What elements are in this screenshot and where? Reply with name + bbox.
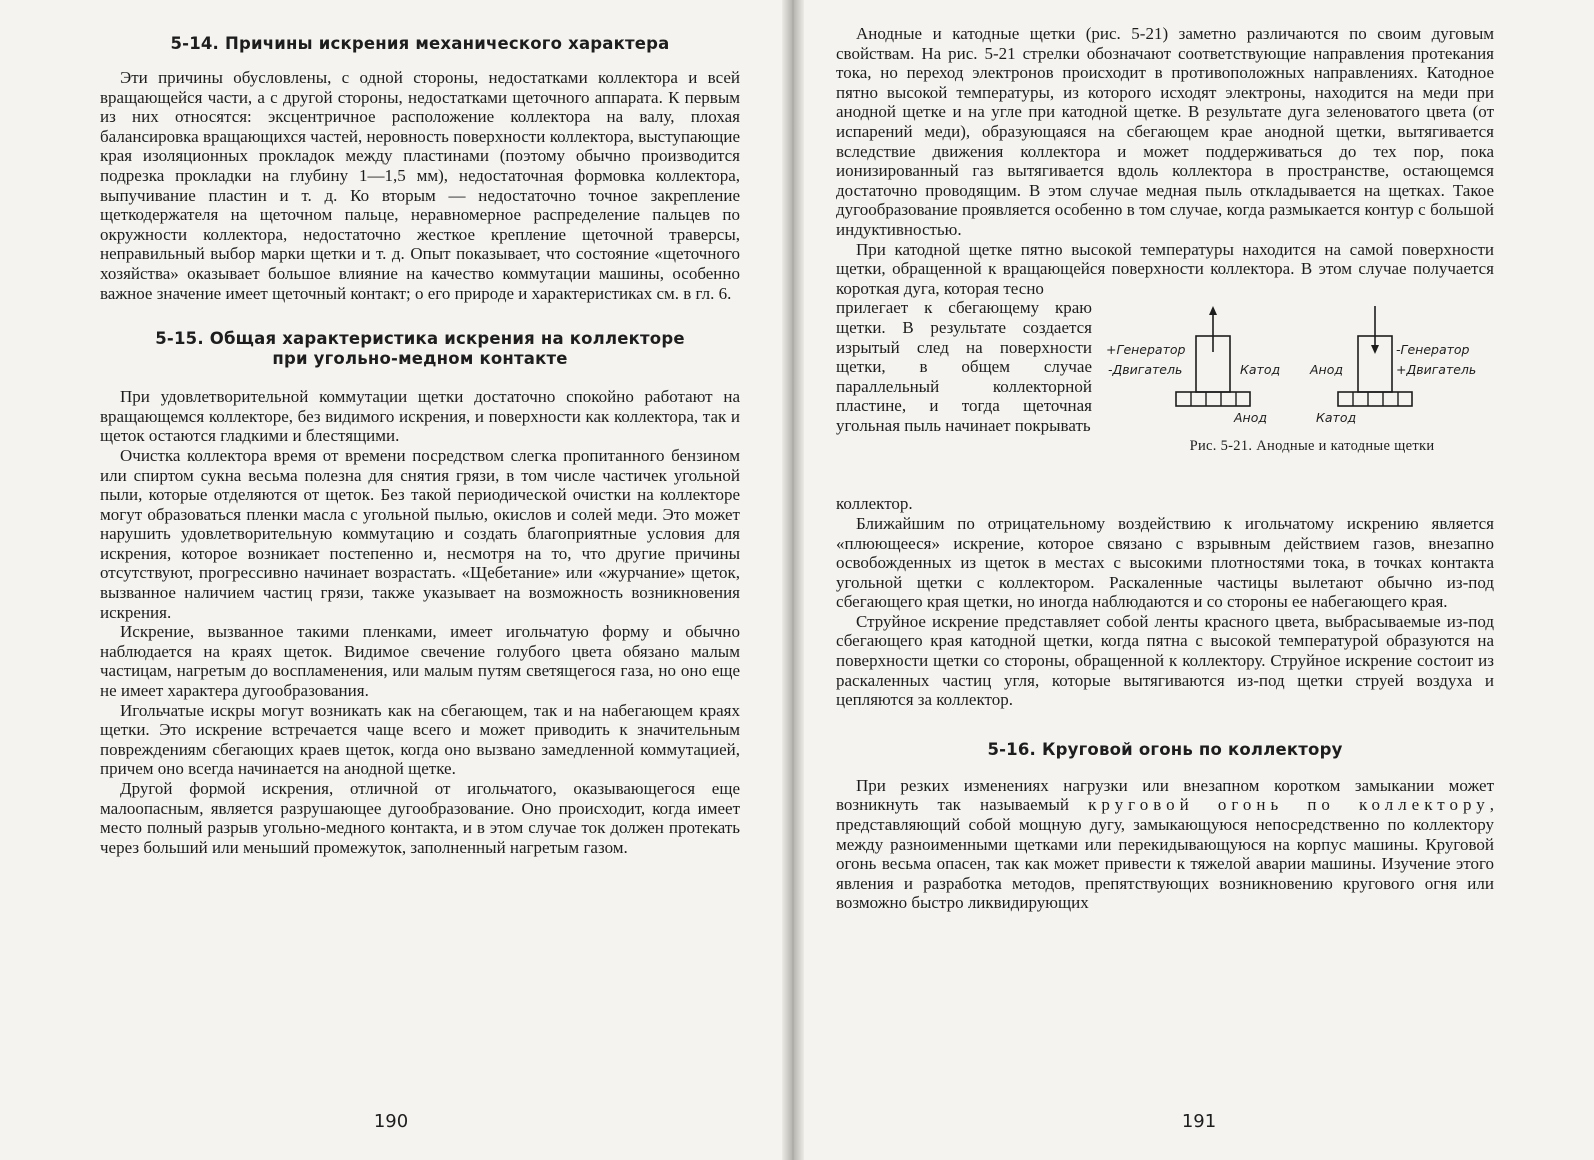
paragraph — [836, 776, 1494, 913]
paragraph: При удовлетворительной коммутации щетки достаточно спокойно работают на вращающемся коллекторе, без видимого искрения, и поверхности как коллектора, так и щеток остаются гладкими и блестящими. — [100, 387, 740, 446]
heading-line-1: 5-15. Общая характеристика искрения на коллекторе — [155, 329, 685, 349]
text-run: , представляющий собой мощную дугу, замыкающуюся непосредственно по коллектору между разноименными щетками или перекидывающуюся на корпус машины. Круговой огонь весьма опасен, так как может привести к тяжелой аварии машины. Изучение этого явления и разработка методов, препятствующих возникновению кругового огня или возможно быстро ликвидирующих — [836, 795, 1494, 913]
label-left-top: +Генератор — [1106, 342, 1186, 358]
section-heading-5-15 — [100, 329, 740, 369]
paragraph: При катодной щетке пятно высокой температуры находится на самой поверхности щетки, обращенной к вращающейся поверхности коллектора. В этом случае получается короткая дуга, которая тесно — [836, 239, 1494, 298]
label-right-side: Анод — [1310, 362, 1344, 378]
brush-diagram — [1106, 306, 1498, 436]
paragraph: Очистка коллектора время от времени посредством слегка пропитанного бензином или спиртом сукна весьма полезна для снятия грязи, в том числе частичек угольной пыли, которые отделяются от щеток. Без такой периодической очистки на коллекторе могут образоваться пленки масла с угольной пылью, окислов и солей меди. Это может нарушить удовлетворительную коммутацию и создать благоприятные условия для искрения, которое возникает постепенно и, несмотря на то, что другие причины отсутствуют, прогрессивно начинает возрастать. «Щебетание» или «журчание» щеток, вызванное наличием частиц грязи, также указывает на возможность возникновения искрения. — [100, 445, 740, 622]
paragraph: Игольчатые искры могут возникать как на сбегающем, так и на набегающем краях щетки. Это искрение встречается чаще всего и может приводить к значительным повреждениям сбегающих краев щеток, когда оно вызвано замедленной коммутацией, причем оно всегда начинается на анодной щетке. — [100, 700, 740, 779]
label-right-top: -Генератор — [1396, 342, 1470, 358]
page-number: 191 — [1181, 1111, 1217, 1132]
section-heading-5-14: 5-14. Причины искрения механического характера — [170, 34, 670, 53]
paragraph: Струйное искрение представляет собой ленты красного цвета, выбрасываемые из-под сбегающего края катодной щетки, когда пятна с высокой температурой образуются на поверхности щетки со стороны, обращенной к коллектору. Струйное искрение состоит из раскаленных частиц угля, которые вытягиваются из-под щетки струей воздуха и цепляются за коллектор. — [836, 611, 1494, 710]
commutator-segments-right — [1338, 392, 1412, 406]
wrapped-text — [836, 298, 1092, 435]
figure-wrap — [836, 298, 1494, 494]
left-page-column — [100, 34, 740, 857]
section-heading-5-16: 5-16. Круговой огонь по коллектору — [987, 739, 1343, 759]
arrow-head-up — [1209, 306, 1217, 315]
paragraph: Искрение, вызванное такими пленками, имеет игольчатую форму и обычно наблюдается на краях щеток. Видимое свечение голубого цвета обязано малым частицам, нагретым до воспламенения, или малым путям светящегося газа, но оно еще не имеет характера дугообразования. — [100, 622, 740, 701]
paragraph: Эти причины обусловлены, с одной стороны, недостатками коллектора и всей вращающейся части, а с другой стороны, недостатками щеточного аппарата. К первым из них относятся: эксцентричное расположение коллектора на валу, плохая балансировка вращающихся частей, неровность поверхности коллектора, выступающие края изоляционных прокладок между пластинами (поэтому обычно производится подрезка прокладки на глубину 1—1,5 мм), недостаточная формовка коллектора, выпучивание пластин и т. д. Ко вторым — недостаточно точное закрепление щеткодержателя на щеточном пальце, неравномерное распределение пальцев по окружности коллектора, недостаточно жесткое крепление щеточной траверсы, неправильный выбор марки щетки и т. д. Опыт показывает, что состояние «щеточного хозяйства» оказывает большое влияние на качество коммутации машины, особенно важное значение имеет щеточный контакт; о его природе и характеристиках см. в гл. 6. — [100, 68, 740, 303]
commutator-segments-left — [1176, 392, 1250, 406]
text-run: При резких изменениях нагрузки или внезапном коротком замыкании может возникнуть так называемый — [836, 775, 1494, 815]
page-number: 190 — [373, 1111, 409, 1132]
paragraph: Другой формой искрения, отличной от игольчатого, оказывающегося еще малоопасным, является разрушающее дугообразование. Оно происходит, когда имеет место полный разрыв угольно-медного контакта, и в этом случае ток должен протекать через больший или меньший промежуток, заполненный нагретым газом. — [100, 779, 740, 857]
paragraph: Ближайшим по отрицательному воздействию к игольчатому искрению является «плюющееся» искрение, которое связано с взрывным действием газов, внезапно освобожденных из щеток в местах с высокими плотностями тока, в точках контакта угольной щетки с коллектором. Раскаленные частицы вылетают обычно из-под сбегающего края щетки, но иногда наблюдаются и со стороны ее набегающего края. — [836, 513, 1494, 612]
paragraph-end: коллектор. — [836, 494, 913, 514]
paragraph-wrapped: прилегает к сбегающему краю щетки. В результате создается изрытый след на поверхности щетки, в общем случае параллельный коллекторной пластине, и тогда щеточная угольная пыль начинает покрывать — [836, 298, 1092, 435]
label-left-side: Катод — [1240, 362, 1281, 378]
paragraph: Анодные и катодные щетки (рис. 5-21) заметно различаются по своим дуговым свойствам. На рис. 5-21 стрелки обозначают соответствующие направления протекания тока, но переход электронов происходит в противоположных направлениях. Катодное пятно высокой температуры, из которого исходят электроны, находится на меди при анодной щетке и на угле при катодной щетке. В результате дуга зеленоватого цвета (от испарений меди), образующаяся на сбегающем крае анодной щетки, вытягивается вследствие движения коллектора и может поддерживаться до тех пор, пока ионизированный газ вытягивается вдоль коллектора в пространстве, остающемся достаточно проводящим. В этом случае медная пыль откладывается на щетках. Такое дугообразование проявляется особенно в том случае, когда размыкается контур с большой индуктивностью. — [836, 24, 1494, 239]
right-page — [804, 0, 1594, 1160]
label-right-bottom: +Двигатель — [1396, 362, 1477, 378]
spaced-term: круговой огонь по коллектору — [1088, 795, 1490, 815]
book-gutter — [782, 0, 804, 1160]
label-left-bottom: -Двигатель — [1108, 362, 1183, 378]
left-page — [0, 0, 782, 1160]
figure-caption: Рис. 5-21. Анодные и катодные щетки — [1189, 438, 1435, 455]
figure-5-21 — [1106, 306, 1498, 494]
right-page-column — [836, 24, 1494, 913]
label-right-under: Катод — [1316, 410, 1357, 426]
heading-line-2: при угольно-медном контакте — [272, 349, 568, 369]
arrow-head-down — [1371, 345, 1379, 354]
label-left-under: Анод — [1234, 410, 1268, 426]
